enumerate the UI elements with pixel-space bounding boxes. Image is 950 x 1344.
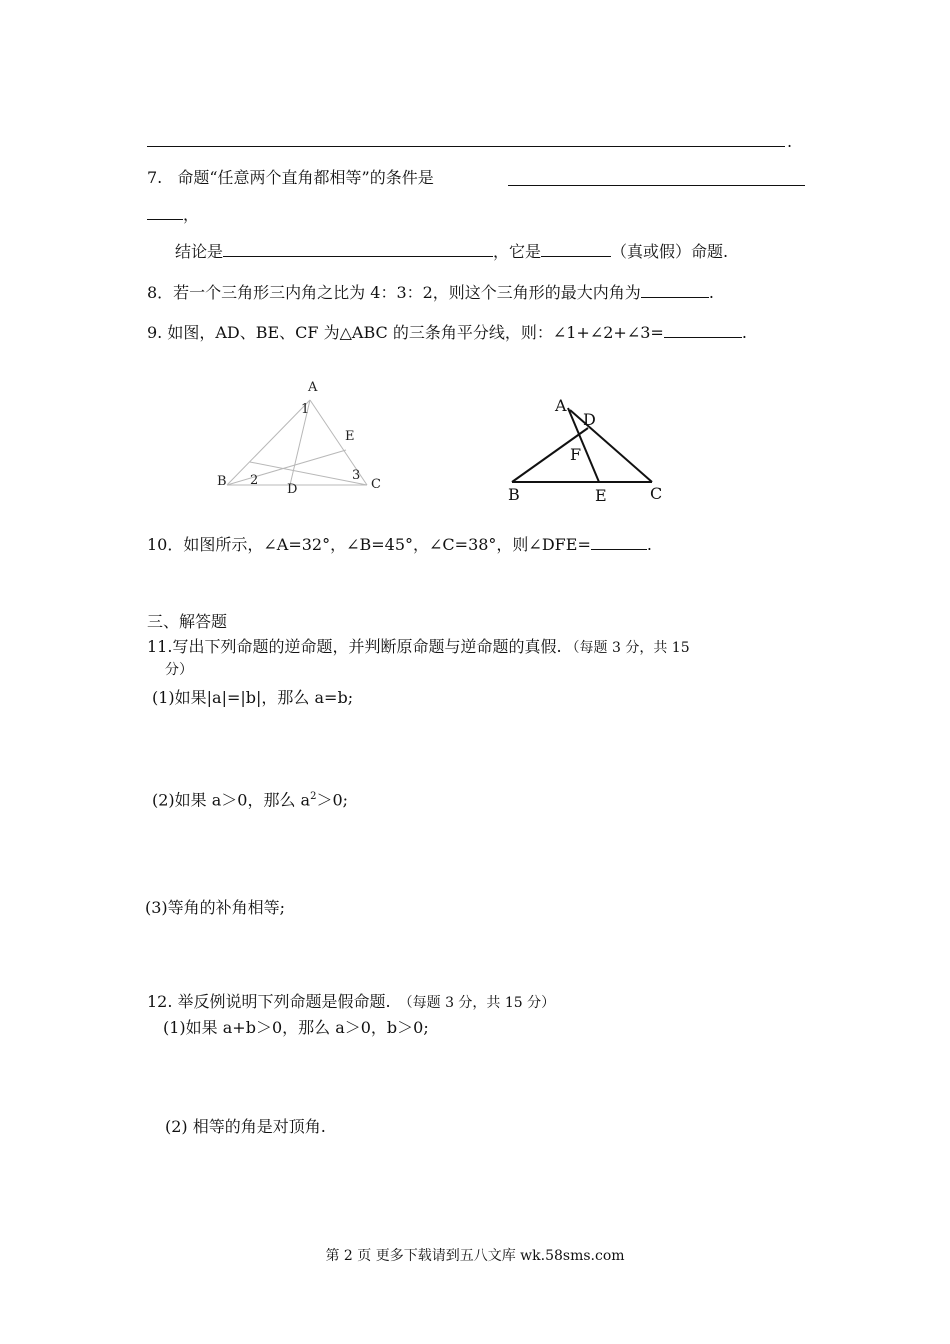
q8-answer-blank — [641, 283, 709, 298]
q11-part-2-b: ＞0; — [316, 790, 349, 810]
section-3-heading: 三、解答题 — [147, 612, 228, 631]
q12-prompt — [147, 992, 555, 1013]
q12-text: 12. 举反例说明下列命题是假命题. — [147, 992, 391, 1011]
q6-end-period: . — [787, 132, 793, 151]
q11-part-2 — [152, 787, 348, 810]
q11-score-note-cont: 分） — [165, 662, 193, 678]
q10-answer-blank — [591, 535, 647, 550]
q8-text: 8．若一个三角形三内角之比为 4：3：2，则这个三角形的最大内角为 — [147, 283, 641, 302]
q9-prompt — [147, 323, 747, 343]
q11-part-2-a: (2)如果 a＞0，那么 a — [152, 790, 311, 810]
q11-score-note: （每题 3 分，共 15 — [565, 640, 690, 656]
q11-part-3: (3)等角的补角相等; — [145, 898, 286, 917]
q11-part-2-exponent: 2 — [310, 791, 317, 802]
fig2-label-D: D — [583, 410, 596, 429]
q12-part-1: (1)如果 a+b＞0，那么 a＞0，b＞0; — [163, 1018, 429, 1037]
figure-triangle-dfe — [500, 390, 680, 510]
fig1-label-2: 2 — [250, 473, 259, 488]
fig1-label-D: D — [287, 482, 298, 497]
q9-answer-blank — [664, 323, 742, 338]
q7-conclusion — [175, 242, 728, 262]
fig2-label-A: A — [555, 396, 567, 415]
q7-it-is: ，它是 — [493, 242, 542, 261]
fig1-label-C: C — [371, 477, 381, 492]
q7-condition-cont — [147, 205, 199, 225]
q7-condition-blank — [508, 185, 805, 186]
fig2-label-E: E — [595, 486, 607, 505]
q8-prompt — [147, 283, 714, 303]
q9-text: 9. 如图，AD、BE、CF 为△ABC 的三条角平分线，则：∠1+∠2+∠3= — [147, 323, 664, 342]
q12-score-note: （每题 3 分，共 15 分） — [398, 995, 556, 1011]
q10-text: 10．如图所示，∠A=32°，∠B=45°，∠C=38°，则∠DFE= — [147, 535, 591, 554]
q7-cont-comma: ， — [183, 205, 200, 224]
q6-answer-line — [147, 146, 785, 147]
fig1-label-3: 3 — [352, 468, 361, 483]
q11-part-1: (1)如果|a|=|b|，那么 a=b; — [152, 688, 354, 707]
q7-number: 7. — [147, 168, 163, 187]
fig2-label-C: C — [650, 484, 663, 503]
fig2-label-B: B — [508, 485, 520, 504]
q8-end: . — [708, 283, 714, 302]
page-footer: 第 2 页 更多下载请到五八文库 wk.58sms.com — [325, 1248, 625, 1264]
fig1-label-1: 1 — [301, 402, 310, 417]
figure-angle-bisectors — [205, 370, 395, 500]
q7-conclusion-blank — [223, 242, 493, 257]
q9-end: . — [741, 323, 747, 342]
fig1-label-E: E — [345, 429, 355, 444]
q7-true-false-label: （真或假）命题. — [611, 242, 729, 261]
q7-prompt — [147, 168, 434, 188]
fig2-label-F: F — [570, 445, 582, 464]
q12-part-2: (2) 相等的角是对顶角. — [165, 1117, 326, 1136]
q7-conclusion-label: 结论是 — [175, 242, 224, 261]
q7-condition-blank-cont — [147, 205, 183, 220]
q10-prompt — [147, 535, 652, 555]
q11-prompt — [147, 637, 690, 658]
q10-end: . — [646, 535, 652, 554]
q7-text: 命题“任意两个直角都相等”的条件是 — [177, 168, 434, 187]
q7-true-false-blank — [541, 242, 611, 257]
q11-text: 11.写出下列命题的逆命题，并判断原命题与逆命题的真假. — [147, 637, 562, 656]
fig1-label-B: B — [217, 474, 227, 489]
fig1-label-A: A — [308, 380, 318, 395]
